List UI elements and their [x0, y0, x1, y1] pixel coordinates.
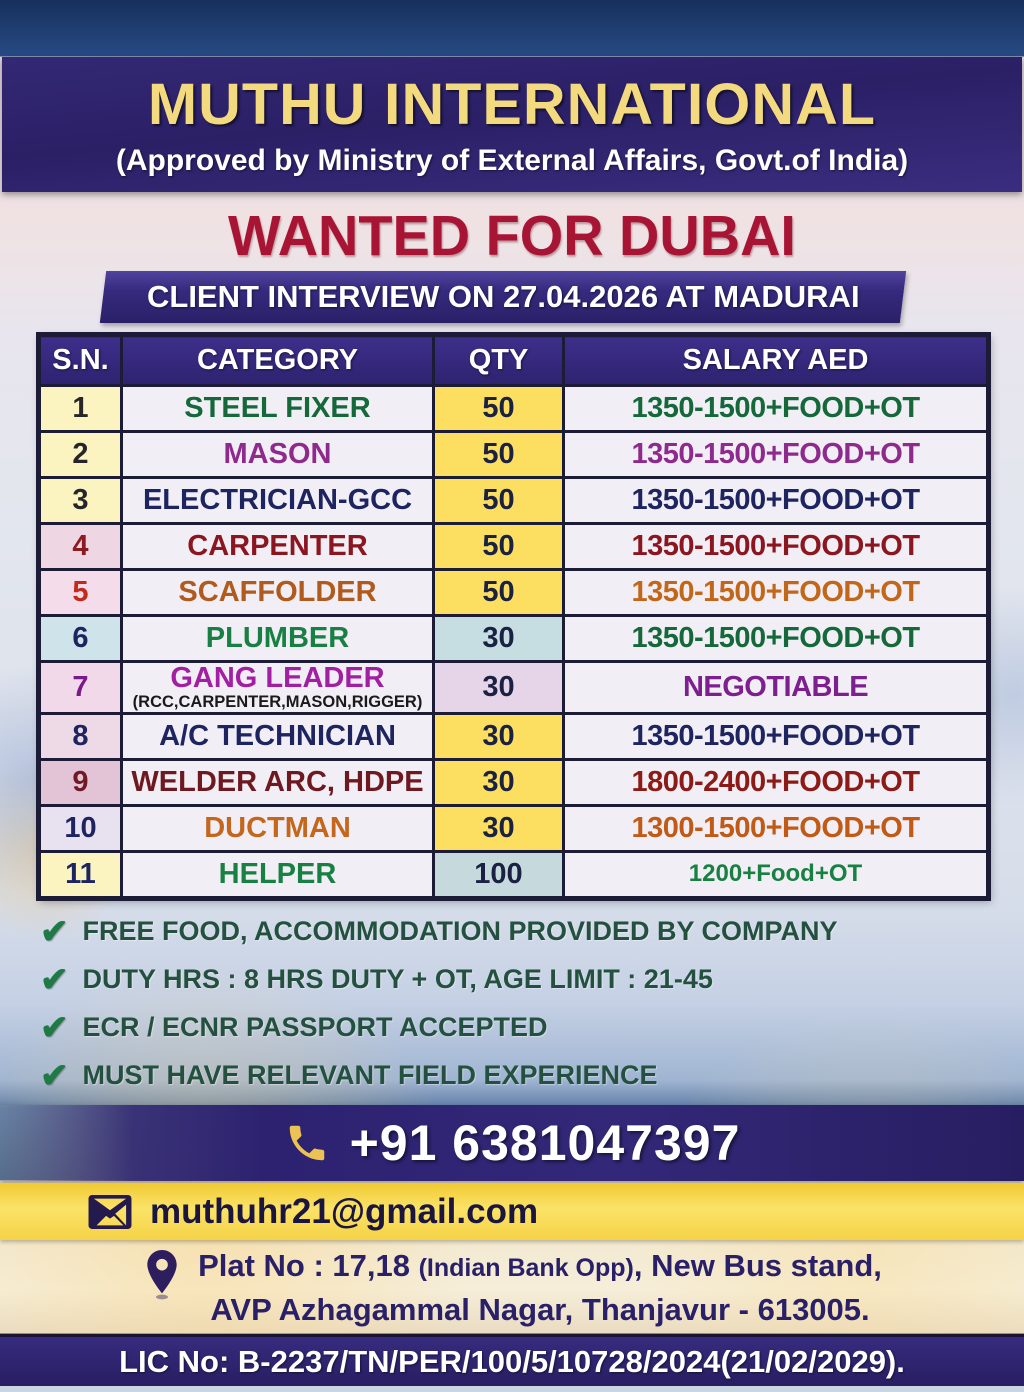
- category-name: SCAFFOLDER: [178, 576, 377, 608]
- table-header-row: [40, 336, 988, 386]
- cell-category: [122, 432, 434, 478]
- header-panel: [2, 57, 1022, 192]
- cell-quantity: 50: [434, 570, 564, 616]
- cell-quantity: 50: [434, 478, 564, 524]
- category-name: ELECTRICIAN-GCC: [142, 484, 413, 516]
- check-icon: ✔: [40, 912, 69, 951]
- email-address: muthuhr21@gmail.com: [150, 1191, 539, 1231]
- cell-category: [122, 524, 434, 570]
- note-item: [40, 1056, 838, 1095]
- cell-serial-number: 5: [40, 570, 122, 616]
- address-line-1: Plat No : 17,18 (Indian Bank Opp), New Bus stand,: [198, 1248, 882, 1283]
- cell-serial-number: 7: [40, 662, 122, 714]
- category-name: GANG LEADER: [170, 662, 385, 694]
- phone-number: +91 6381047397: [349, 1115, 741, 1171]
- category-name: WELDER ARC, HDPE: [131, 765, 424, 798]
- cell-salary: NEGOTIABLE: [564, 662, 988, 714]
- column-header: SALARY AED: [564, 336, 988, 386]
- cell-serial-number: 2: [40, 432, 122, 478]
- envelope-icon: [88, 1195, 132, 1229]
- interview-banner: [100, 271, 906, 323]
- email-band: [0, 1183, 1024, 1240]
- cell-category: [122, 386, 434, 432]
- cell-salary: 1350-1500+FOOD+OT: [564, 432, 988, 478]
- category-name: CARPENTER: [187, 530, 368, 562]
- cell-salary: 1200+Food+OT: [564, 851, 988, 897]
- cell-salary: 1350-1500+FOOD+OT: [564, 524, 988, 570]
- cell-quantity: 50: [434, 432, 564, 478]
- note-text: FREE FOOD, ACCOMMODATION PROVIDED BY COMPANY: [82, 916, 838, 946]
- cell-category: [122, 662, 434, 714]
- table-row: [40, 524, 988, 570]
- cell-category: [122, 851, 434, 897]
- cell-salary: 1350-1500+FOOD+OT: [564, 386, 988, 432]
- address-landmark: (Indian Bank Opp): [418, 1254, 634, 1282]
- category-name: STEEL FIXER: [184, 392, 371, 424]
- phone-icon: [284, 1120, 330, 1166]
- column-header: QTY: [434, 336, 564, 386]
- interview-text: CLIENT INTERVIEW ON 27.04.2026 AT MADURAI: [146, 279, 860, 314]
- bottom-strip: [0, 1386, 1024, 1392]
- cell-serial-number: 8: [40, 713, 122, 759]
- cell-quantity: 30: [434, 713, 564, 759]
- cell-category: [122, 478, 434, 524]
- table-row: [40, 432, 988, 478]
- wanted-heading: WANTED FOR DUBAI: [228, 204, 796, 268]
- check-icon: ✔: [40, 1008, 69, 1047]
- cell-serial-number: 4: [40, 524, 122, 570]
- license-number: LIC No: B-2237/TN/PER/100/5/10728/2024(21/02/2029).: [119, 1343, 905, 1379]
- category-name: HELPER: [218, 857, 337, 890]
- cell-serial-number: 6: [40, 616, 122, 662]
- table-row: [40, 805, 988, 851]
- cell-quantity: 30: [434, 662, 564, 714]
- table-row: [40, 851, 988, 897]
- approval-subtitle: (Approved by Ministry of External Affairs, Govt.of India): [115, 144, 909, 177]
- cell-quantity: 100: [434, 851, 564, 897]
- cell-serial-number: 9: [40, 759, 122, 805]
- cell-serial-number: 3: [40, 478, 122, 524]
- table-row: [40, 570, 988, 616]
- cell-category: [122, 713, 434, 759]
- cell-salary: 1800-2400+FOOD+OT: [564, 759, 988, 805]
- category-name: DUCTMAN: [204, 811, 351, 844]
- jobs-table: [38, 334, 989, 899]
- table-row: [40, 478, 988, 524]
- category-note: (RCC,CARPENTER,MASON,RIGGER): [132, 693, 423, 711]
- phone-band: [0, 1105, 1024, 1181]
- cell-quantity: 50: [434, 524, 564, 570]
- category-name: A/C TECHNICIAN: [159, 719, 396, 752]
- table-row: [40, 662, 988, 714]
- column-header: S.N.: [40, 336, 122, 386]
- cell-salary: 1350-1500+FOOD+OT: [564, 478, 988, 524]
- cell-salary: 1350-1500+FOOD+OT: [564, 713, 988, 759]
- cell-quantity: 30: [434, 805, 564, 851]
- note-text: ECR / ECNR PASSPORT ACCEPTED: [82, 1012, 548, 1042]
- category-name: PLUMBER: [205, 622, 350, 654]
- cell-quantity: 30: [434, 616, 564, 662]
- license-band: [0, 1334, 1024, 1386]
- company-name: MUTHU INTERNATIONAL: [147, 72, 877, 137]
- table-row: [40, 386, 988, 432]
- cell-category: [122, 759, 434, 805]
- check-icon: ✔: [40, 960, 69, 999]
- note-item: [40, 1008, 838, 1047]
- note-item: [40, 912, 838, 951]
- cell-quantity: 50: [434, 386, 564, 432]
- cell-quantity: 30: [434, 759, 564, 805]
- cell-category: [122, 570, 434, 616]
- address-block: [0, 1248, 1024, 1328]
- address-line-2: AVP Azhagammal Nagar, Thanjavur - 613005.: [210, 1292, 870, 1327]
- note-text: DUTY HRS : 8 HRS DUTY + OT, AGE LIMIT : 21-45: [82, 964, 713, 994]
- table-row: [40, 616, 988, 662]
- column-header: CATEGORY: [122, 336, 434, 386]
- cell-salary: 1300-1500+FOOD+OT: [564, 805, 988, 851]
- check-icon: ✔: [40, 1056, 69, 1095]
- cell-salary: 1350-1500+FOOD+OT: [564, 616, 988, 662]
- cell-serial-number: 1: [40, 386, 122, 432]
- cell-salary: 1350-1500+FOOD+OT: [564, 570, 988, 616]
- category-name: MASON: [223, 438, 332, 470]
- note-text: MUST HAVE RELEVANT FIELD EXPERIENCE: [82, 1060, 658, 1090]
- table-row: [40, 759, 988, 805]
- cell-serial-number: 10: [40, 805, 122, 851]
- note-item: [40, 960, 838, 999]
- notes-list: [40, 912, 838, 1108]
- cell-category: [122, 805, 434, 851]
- cell-serial-number: 11: [40, 851, 122, 897]
- location-pin-icon: [142, 1248, 182, 1300]
- table-row: [40, 713, 988, 759]
- cell-category: [122, 616, 434, 662]
